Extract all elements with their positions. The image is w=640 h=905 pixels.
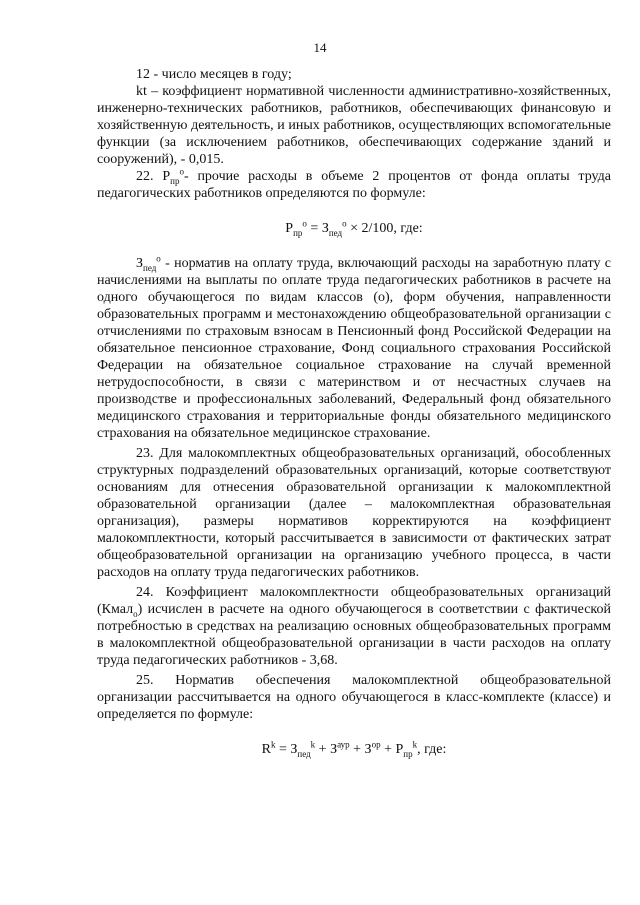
- formula-other-expenses: [97, 220, 611, 237]
- paragraph-text: 24. Коэффициент малокомплектности общеобразовательных организаций (Кмал: [97, 585, 611, 617]
- paragraph-text: - прочие расходы в объеме 2 процентов от фонда оплаты труда педагогических работников определяются по формуле:: [97, 169, 611, 201]
- paragraph-months: 12 - число месяцев в году;: [136, 67, 292, 82]
- symbol-subscript: о: [133, 608, 138, 619]
- formula-superscript: k: [310, 739, 316, 750]
- paragraph-wage-norm: [97, 255, 611, 442]
- formula-subscript: пед: [297, 748, 311, 759]
- paragraph-text: - норматив на оплату труда, включающий расходы на заработную плату с начислениями на выплаты по оплате труда педагогических работников в расчете на одного обучающегося по видам классов (о), форм обучения, направленности образовательных программ и местонахождению общеобразовательной организации с отчислениями по страховым взносам в Пенсионный фонд Российской Федерации на обязательное пенсионное страхование, Фонд социального страхования Российской Федерации на обязательное социальное страхование на случай временной нетрудоспособности, в связи с материнством и от несчастных случаев на производстве и профессиональных заболеваний, Федеральный фонд обязательного медицинского страхования и территориальные фонды обязательного медицинского страхования на обязательное медицинское страхование.: [97, 256, 611, 441]
- formula-term: + З: [315, 742, 338, 757]
- formula-superscript: k: [270, 739, 276, 750]
- symbol: Р: [162, 169, 171, 184]
- symbol-subscript: пр: [170, 175, 180, 186]
- formula-rest: × 2/100, где:: [346, 221, 423, 236]
- symbol-superscript: о: [179, 166, 184, 177]
- page-number: 14: [313, 40, 327, 55]
- formula-rhs-superscript: о: [342, 218, 347, 229]
- document-body: [97, 66, 611, 758]
- paragraph-text: ) исчислен в расчете на одного обучающегося в соответствии с фактической потребностью в средствах на реализацию основных общеобразовательных программ в малокомплектной общеобразовательной организации в части расходов на оплату труда педагогических работников - 3,68.: [97, 602, 611, 668]
- paragraph-24-coefficient: [97, 584, 611, 669]
- formula-term: = З: [275, 742, 298, 757]
- formula-superscript: k: [412, 739, 418, 750]
- symbol-superscript: о: [156, 253, 161, 264]
- formula-superscript: аур: [337, 739, 350, 750]
- paragraph-22-other-expenses: [97, 168, 611, 202]
- formula-term: + Р: [380, 742, 404, 757]
- formula-rest: , где:: [417, 742, 447, 757]
- paragraph-25-norm: 25. Норматив обеспечения малокомплектной общеобразовательной организации рассчитывается на одного обучающегося в класс-комплекте (классе) и определяется по формуле:: [97, 673, 611, 722]
- formula-term: R: [261, 742, 271, 757]
- paragraph-kt-coefficient: kt – коэффициент нормативной численности административно-хозяйственных, инженерно-технических работников, работников, обеспечивающих финансовую и хозяйственную деятельность, и иных работников, осуществляющих вспомогательные функции (за исключением работников, обеспечивающих содержание зданий и сооружений), - 0,015.: [97, 84, 611, 167]
- formula-rhs-subscript: пед: [328, 227, 343, 238]
- formula-superscript: ор: [371, 739, 381, 750]
- formula-subscript: пр: [403, 748, 413, 759]
- formula-term: + З: [349, 742, 372, 757]
- formula-lhs: Р: [285, 221, 294, 236]
- formula-norm: [97, 741, 611, 758]
- formula-lhs-superscript: о: [302, 218, 307, 229]
- symbol: З: [136, 256, 144, 271]
- paragraph-23-small-schools: 23. Для малокомплектных общеобразовательных организаций, обособленных структурных подразделений образовательных организаций, которые соответствуют основаниям для отнесения образовательной организации к малокомплектной образовательной организации (далее – малокомплектная образовательная организация), размеры нормативов корректируются на коэффициент малокомплектности, который рассчитывается в зависимости от фактических затрат общеобразовательной организации на организацию учебного процесса, в части расходов на оплату труда педагогических работников.: [97, 446, 611, 580]
- formula-rhs: = З: [306, 221, 329, 236]
- symbol-subscript: пед: [143, 262, 157, 273]
- item-number: 22.: [136, 169, 163, 184]
- formula-lhs-subscript: пр: [293, 227, 303, 238]
